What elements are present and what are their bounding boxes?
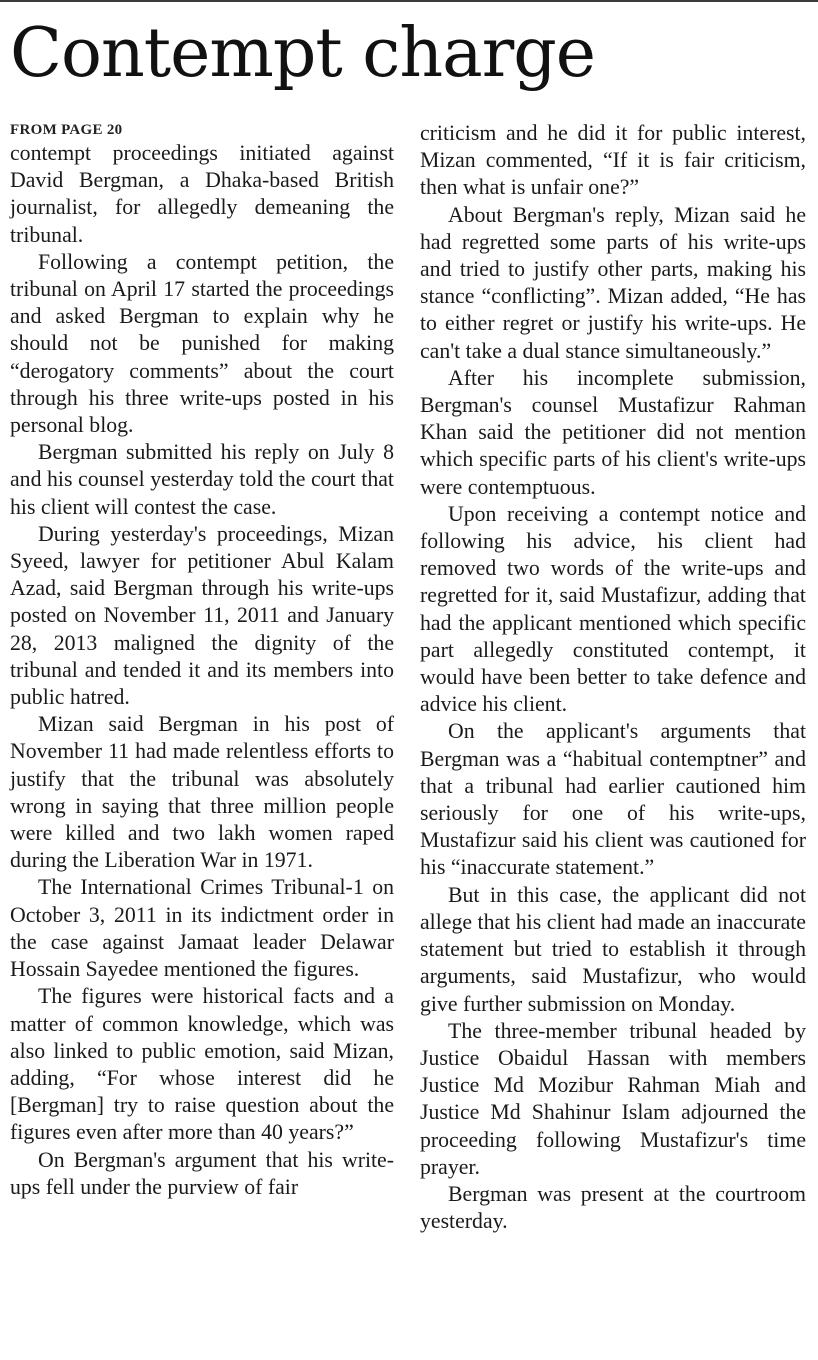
jump-line: FROM PAGE 20 bbox=[10, 122, 123, 138]
paragraph: Upon receiving a contempt notice and following his advice, his client had removed two words of the write-ups and regretted for it, said Mustafizur, adding that had the applicant mentioned which specific part allegedly constituted contempt, it would have been better to take defence and advice his client. bbox=[420, 501, 806, 717]
paragraph: After his incomplete submission, Bergman's counsel Mustafizur Rahman Khan said the petitioner did not mention which specific parts of his client's write-ups were contemptuous. bbox=[420, 365, 806, 499]
paragraph: Bergman was present at the courtroom yesterday. bbox=[420, 1181, 806, 1234]
top-rule bbox=[0, 0, 818, 2]
paragraph: Mizan said Bergman in his post of November 11 had made relentless efforts to justify that the tribunal was absolutely wrong in saying that three million people were killed and two lakh women raped during the Liberation War in 1971. bbox=[10, 712, 394, 873]
paragraph: On Bergman's argument that his write-ups fell under the purview of fair bbox=[10, 1147, 394, 1199]
paragraph: criticism and he did it for public interest, Mizan commented, “If it is fair criticism, then what is unfair one?” bbox=[420, 121, 806, 200]
paragraph: Following a contempt petition, the tribunal on April 17 started the proceedings and asked Bergman to explain why he should not be punished for making “derogatory comments” about the court through his three write-ups posted in his personal blog. bbox=[10, 249, 394, 438]
left-column bbox=[10, 120, 394, 1201]
headline: Contempt charge bbox=[10, 14, 595, 93]
paragraph: On the applicant's arguments that Bergman was a “habitual contemptner” and that a tribunal had earlier cautioned him seriously for one of his write-ups, Mustafizur said his client was cautioned for his “inaccurate statement.” bbox=[420, 719, 806, 880]
right-column bbox=[420, 120, 806, 1235]
paragraph: During yesterday's proceedings, Mizan Syeed, lawyer for petitioner Abul Kalam Azad, said Bergman through his write-ups posted on November 11, 2011 and January 28, 2013 maligned the dignity of the tribunal and tended it and its members into public hatred. bbox=[10, 521, 394, 710]
paragraph: The figures were historical facts and a matter of common knowledge, which was also linked to public emotion, said Mizan, adding, “For whose interest did he [Bergman] try to raise question about the figures even after more than 40 years?” bbox=[10, 984, 394, 1145]
paragraph: About Bergman's reply, Mizan said he had regretted some parts of his write-ups and tried to justify other parts, making his stance “conflicting”. Mizan added, “He has to either regret or justify his write-ups. He can't take a dual stance simultaneously.” bbox=[420, 202, 806, 363]
paragraph: Bergman submitted his reply on July 8 and his counsel yesterday told the court that his client will contest the case. bbox=[10, 440, 394, 519]
paragraph: contempt proceedings initiated against David Bergman, a Dhaka-based British journalist, for allegedly demeaning the tribunal. bbox=[10, 141, 394, 247]
paragraph: The International Crimes Tribunal-1 on October 3, 2011 in its indictment order in the case against Jamaat leader Delawar Hossain Sayedee mentioned the figures. bbox=[10, 875, 394, 982]
paragraph: The three-member tribunal headed by Justice Obaidul Hassan with members Justice Md Mozibur Rahman Miah and Justice Md Shahinur Islam adjourned the proceeding following Mustafizur's time prayer. bbox=[420, 1018, 806, 1179]
paragraph: But in this case, the applicant did not allege that his client had made an inaccurate statement but tried to establish it through arguments, said Mustafizur, who would give further submission on Monday. bbox=[420, 882, 806, 1016]
